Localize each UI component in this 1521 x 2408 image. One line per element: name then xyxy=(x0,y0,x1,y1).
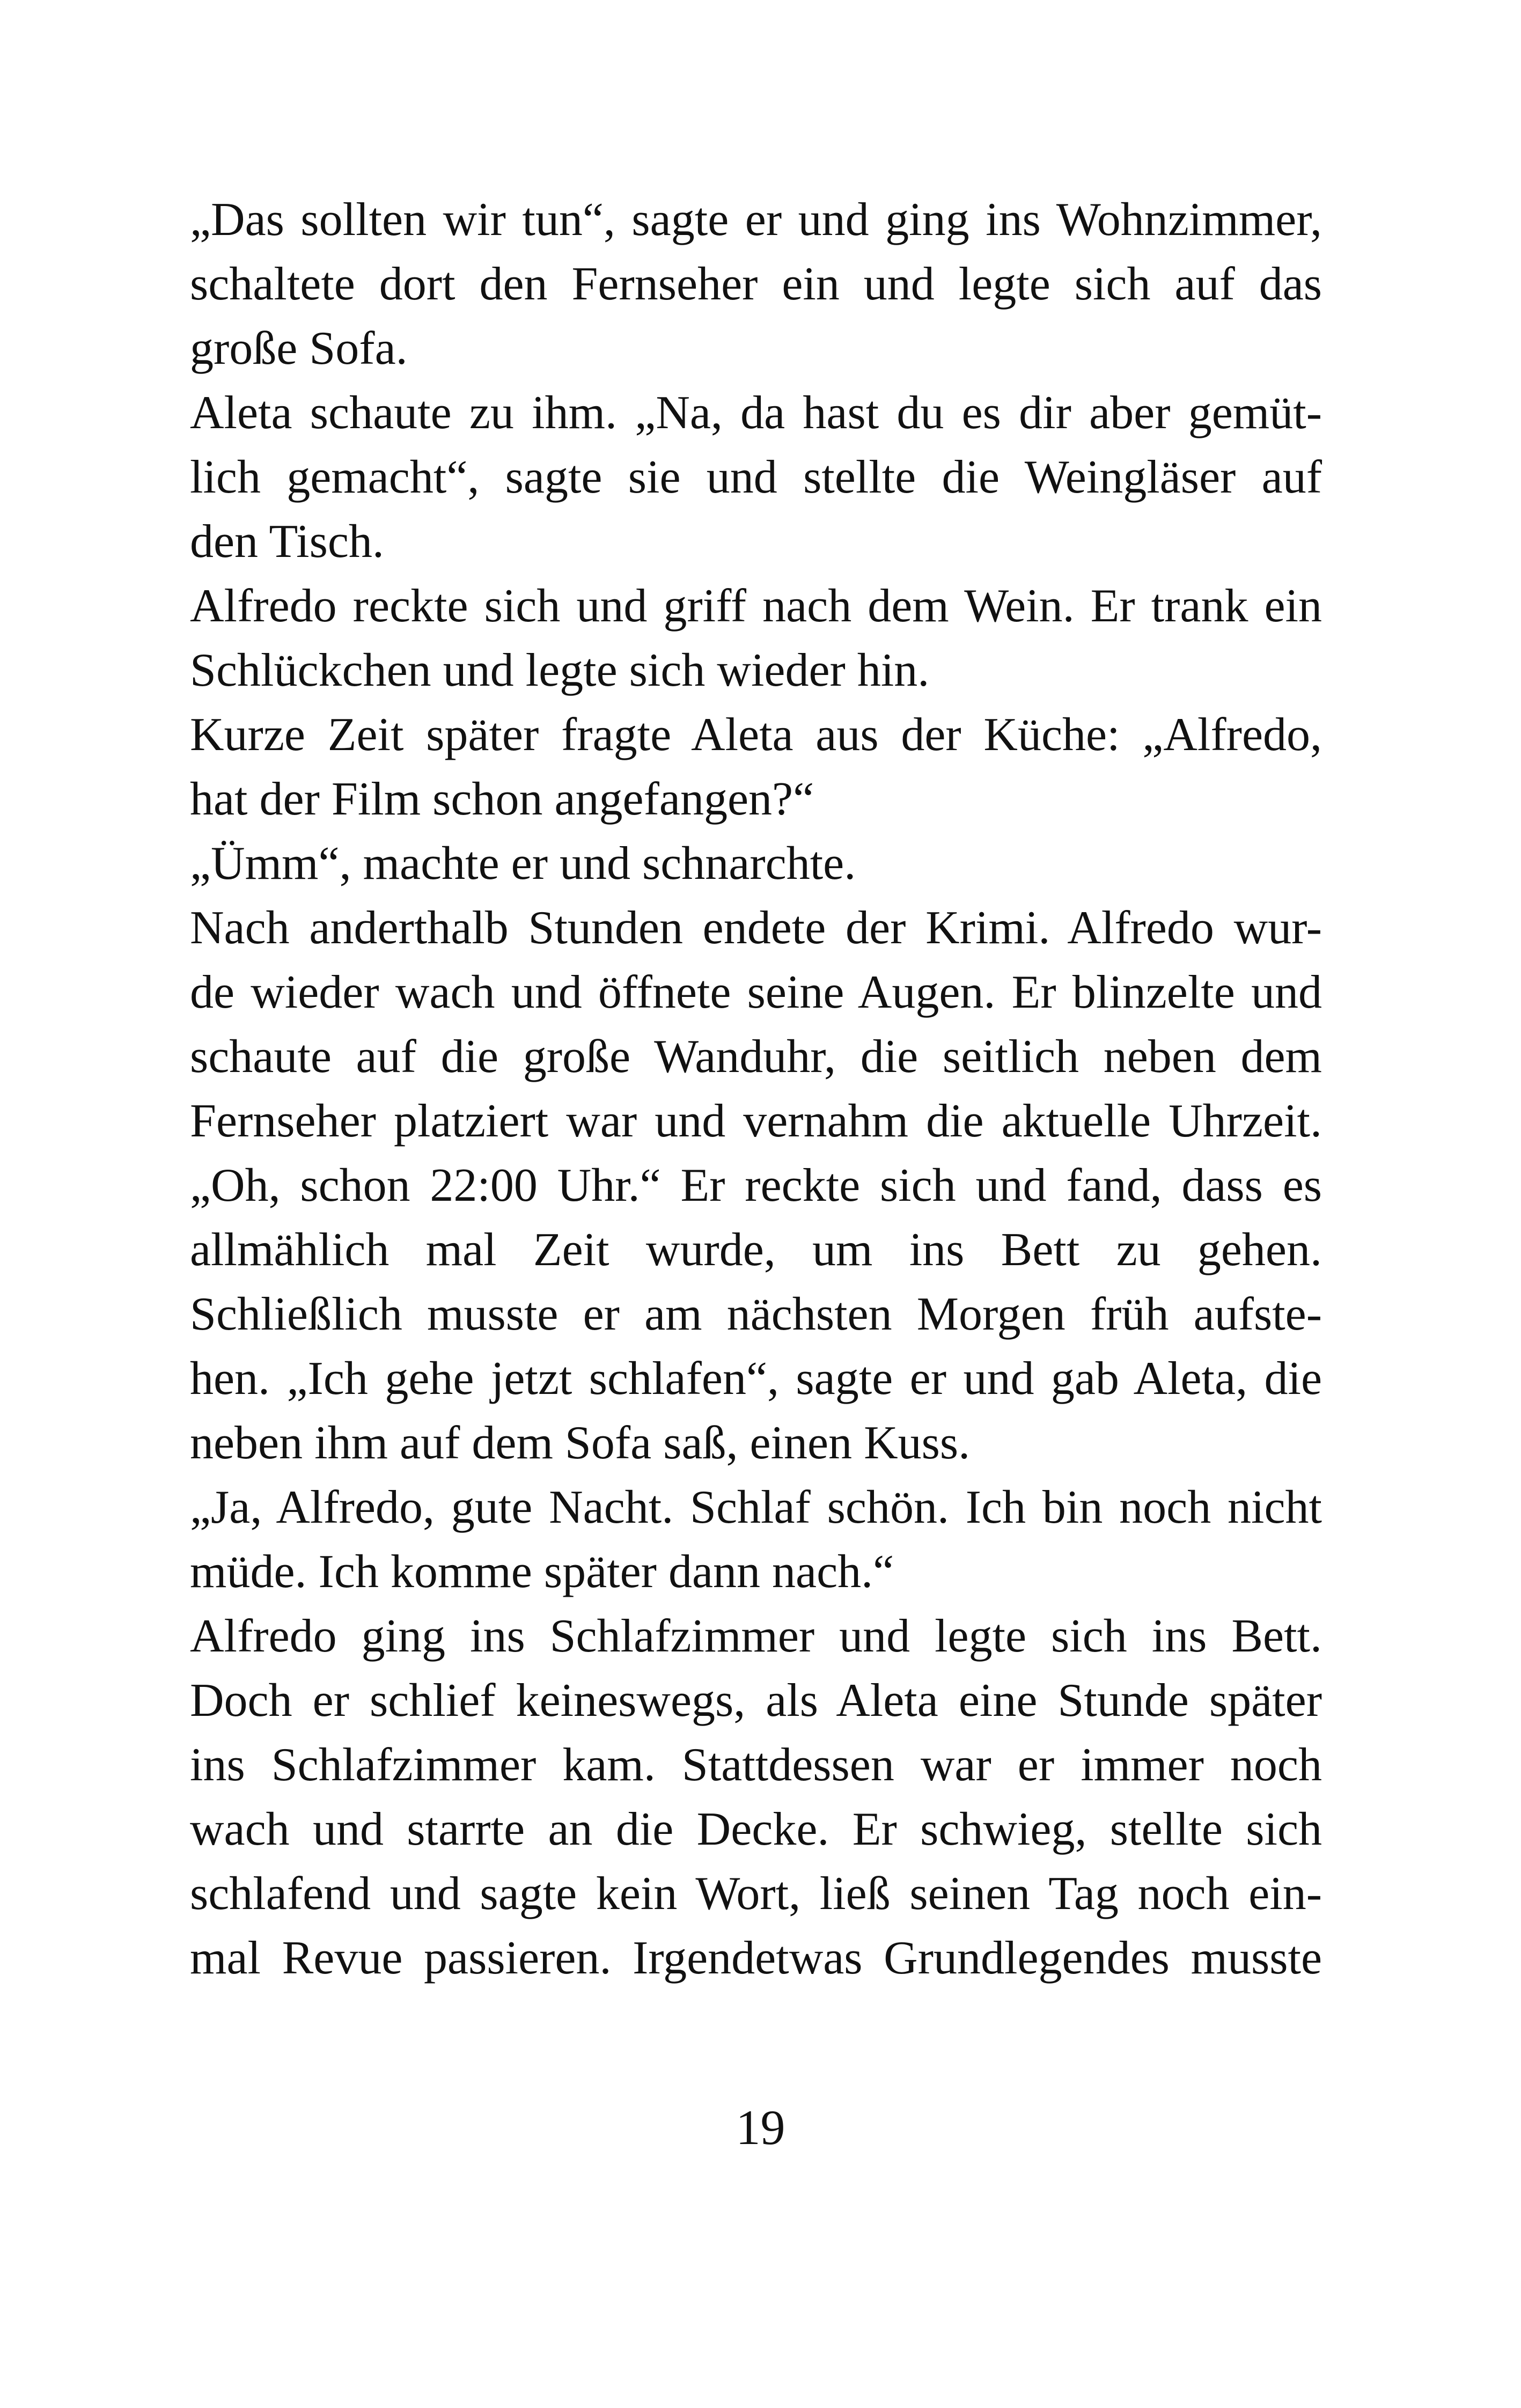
text-line: „Ja, Alfredo, gute Nacht. Schlaf schön. Ich bin noch nicht xyxy=(190,1481,1322,1533)
text-line: Alfredo reckte sich und griff nach dem Wein. Er trank ein xyxy=(190,580,1322,632)
text-line: „Das sollten wir tun“, sagte er und ging ins Wohnzimmer, xyxy=(190,194,1322,246)
text-line: Alfredo ging ins Schlafzimmer und legte sich ins Bett. xyxy=(190,1610,1322,1662)
text-line: mal Revue passieren. Irgendetwas Grundlegendes musste xyxy=(190,1932,1322,1984)
text-line: Nach anderthalb Stunden endete der Krimi. Alfredo wur- xyxy=(190,902,1322,954)
text-line: de wieder wach und öffnete seine Augen. Er blinzelte und xyxy=(190,966,1322,1018)
text-line: lich gemacht“, sagte sie und stellte die Weingläser auf xyxy=(190,451,1322,503)
body-text xyxy=(190,188,1322,1991)
text-line: Aleta schaute zu ihm. „Na, da hast du es dir aber gemüt- xyxy=(190,387,1322,439)
text-line: neben ihm auf dem Sofa saß, einen Kuss. xyxy=(190,1417,971,1469)
text-line: große Sofa. xyxy=(190,322,408,375)
text-line: ins Schlafzimmer kam. Stattdessen war er immer noch xyxy=(190,1739,1322,1791)
text-line: schaltete dort den Fernseher ein und legte sich auf das xyxy=(190,258,1322,310)
text-line: „Ümm“, machte er und schnarchte. xyxy=(190,838,856,890)
text-line: müde. Ich komme später dann nach.“ xyxy=(190,1546,894,1598)
text-line: den Tisch. xyxy=(190,516,384,568)
text-line: Kurze Zeit später fragte Aleta aus der Küche: „Alfredo, xyxy=(190,709,1322,761)
text-line: schlafend und sagte kein Wort, ließ seinen Tag noch ein- xyxy=(190,1868,1322,1920)
text-line: Doch er schlief keineswegs, als Aleta eine Stunde später xyxy=(190,1675,1322,1727)
text-line: Schließlich musste er am nächsten Morgen früh aufste- xyxy=(190,1288,1322,1340)
text-line: hen. „Ich gehe jetzt schlafen“, sagte er und gab Aleta, die xyxy=(190,1353,1322,1405)
text-line: wach und starrte an die Decke. Er schwieg, stellte sich xyxy=(190,1803,1322,1855)
text-line: „Oh, schon 22:00 Uhr.“ Er reckte sich und fand, dass es xyxy=(190,1159,1322,1212)
text-line: Schlückchen und legte sich wieder hin. xyxy=(190,644,930,696)
text-line: Fernseher platziert war und vernahm die aktuelle Uhrzeit. xyxy=(190,1095,1322,1147)
text-line: hat der Film schon angefangen?“ xyxy=(190,773,814,825)
text-line: allmählich mal Zeit wurde, um ins Bett zu gehen. xyxy=(190,1224,1322,1276)
text-line: schaute auf die große Wanduhr, die seitlich neben dem xyxy=(190,1031,1322,1083)
page-number: 19 xyxy=(736,2100,785,2155)
